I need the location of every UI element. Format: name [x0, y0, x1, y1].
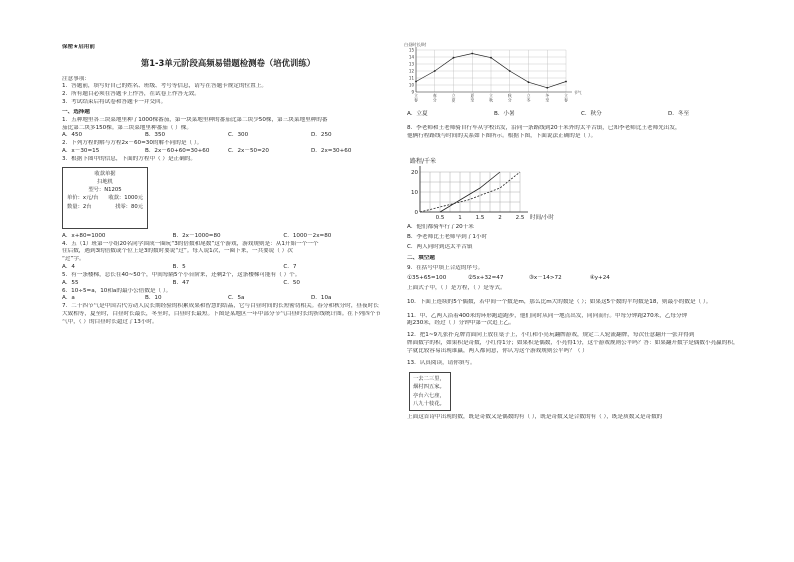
receipt-row-1: [67, 194, 143, 202]
option-a[interactable]: A．他们都骑车行了20千米: [407, 224, 474, 230]
x-tick-label: 分: [507, 97, 512, 103]
y-tick-label: 12: [408, 68, 414, 74]
y-tick-label: 0: [414, 210, 418, 216]
question-11: 11．甲、乙两人沿着400米的环形跑道跑步，他们同时从同一地点出发，同向而行。甲每分钟跑270米，乙每分钟: [407, 312, 688, 319]
receipt-item: 扫地机: [97, 178, 113, 185]
x-tick-label: 春: [564, 97, 568, 103]
expression-item: ②5x+32=47: [467, 275, 504, 282]
option-a[interactable]: A．a: [62, 295, 75, 302]
notice-item: 1．答题前，填写好自己的姓名、班级、考号等信息，请写在答题卡规定的位置上。: [62, 83, 267, 90]
x-tick-label: 1.5: [475, 215, 485, 220]
y-tick-label: 15: [408, 47, 414, 53]
x-tick-label: 秋: [507, 93, 512, 98]
notice-item: 3．考试结束后将试卷和答题卡一并交回。: [62, 99, 167, 106]
x-tick-label: 立: [414, 93, 418, 98]
y-tick-label: 14: [408, 54, 414, 60]
question-12-cont: 牌面数字的积，如果积是奇数，小红得1分；如果积是偶数，小亮得1分，这个游戏规则公平吗？答：如果翻开数字是偶数小亮赢的积，: [407, 340, 739, 347]
x-tick-label: 立: [489, 93, 493, 98]
question-2-options: [62, 148, 394, 156]
poem-line: 亭台六七座，: [413, 392, 445, 399]
question-1: 1．五种地里各三块菜地里种了1000棵番茄，第一块菜地里种的番茄比第二块少50棵，第三块菜地里种的番: [62, 116, 328, 123]
option-d[interactable]: D．10a: [311, 295, 332, 302]
question-7-options: [407, 111, 755, 119]
x-tick-label: 冬: [545, 93, 550, 98]
question-13: 13．认真阅读，请你填写。: [407, 359, 476, 366]
distance-time-chart: [404, 156, 554, 220]
question-5-options: [62, 280, 394, 288]
receipt-total: 收款：1000元: [108, 195, 143, 202]
data-point: [546, 87, 548, 89]
option-d[interactable]: D．250: [311, 132, 332, 139]
data-point: [509, 70, 511, 72]
x-tick-label: 立: [526, 93, 531, 98]
x-tick-label: 春: [414, 97, 418, 103]
expression-item: ①35+65=100: [407, 275, 447, 282]
question-3: 3．根据下图中的信息，下面的方程中（ ）是正确的。: [62, 155, 196, 162]
question-6-options: [62, 295, 394, 303]
option-b[interactable]: B．李老师比王老师早到了1小时: [407, 233, 488, 240]
data-point: [490, 57, 492, 59]
option-a[interactable]: A．x+80=1000: [62, 232, 106, 239]
notice-header: 注意事项：: [62, 75, 90, 82]
question-8-cont: 他俩行程路线与时间的关系如下图所示。根据下图，下面说法正确的是（ ）。: [407, 132, 597, 139]
option-b[interactable]: B．47: [172, 279, 190, 286]
x-tick-label: 0.5: [435, 215, 445, 220]
receipt-row-2: [67, 203, 143, 211]
question-7: 7．二十四节气是中国古代劳动人民长期经验的积累成果和智慧的结晶，它与白昼时间的长短密切相关。春分和秋分时，昼夜时长: [62, 303, 379, 310]
receipt-title: 收款单据: [94, 170, 116, 177]
chart-title: 白昼时长/时: [404, 42, 427, 47]
question-2: 2．下列方程的解与方程2x－60=30的解不同的是（ ）。: [62, 140, 203, 147]
right-column-lower: [407, 224, 755, 422]
question-4-cont: “过”字。: [62, 256, 85, 263]
poem-line: 烟村四五家。: [413, 384, 445, 391]
x-tick-label: 立: [451, 93, 456, 98]
option-a[interactable]: A．55: [62, 279, 79, 286]
x-tick-label: 至: [545, 97, 550, 103]
option-c[interactable]: C．两人同时到达太平古镇: [407, 243, 473, 250]
option-a[interactable]: A．x－30=15: [62, 148, 100, 155]
poem-line: 一去二三里，: [413, 375, 445, 382]
option-c[interactable]: C．1000－2x=80: [283, 232, 332, 239]
receipt-qty: 数量：2台: [67, 203, 92, 210]
x-tick-label: 夏: [470, 93, 475, 98]
notice-item: 2．所有题目必须在答题卡上作答，在试卷上作答无效。: [62, 91, 200, 98]
page-title: 第1-3单元阶段高频易错题检测卷（培优训练）: [140, 57, 316, 68]
right-column-upper: [407, 111, 755, 140]
question-6: 6．10÷5=a，10和a的最小公倍数是（ ）。: [62, 287, 172, 294]
option-c[interactable]: C．秋分: [581, 111, 602, 117]
question-9-items: [407, 275, 651, 283]
option-d[interactable]: D．冬至: [668, 111, 690, 117]
expression-item: ④y+24: [589, 275, 610, 282]
option-b[interactable]: B．小暑: [494, 111, 515, 117]
x-tick-label: 夏: [451, 97, 456, 103]
question-12-cont: 字就比较容易出现谁赢，两人都同意，你认为这个游戏规则公平吗？（ ）: [407, 347, 588, 354]
option-a[interactable]: A．4: [62, 264, 75, 271]
y-tick-label: 9: [411, 89, 414, 95]
option-c[interactable]: C．50: [283, 279, 300, 286]
question-10: 10．下面上连续的5个偶数，若中间一个数是m，那么比m大的数是（ ）；如果这5个数的平均数是18，则最小的数是（ ）。: [407, 298, 712, 305]
expression-item: ③x－14>72: [528, 275, 562, 282]
x-tick-label: 冬: [526, 97, 531, 103]
question-8: 8．李老师和王老师骑自行车从学校出发，沿同一条路线到20千米外的太平古镇，已知李老师比王老师先出发，: [407, 124, 681, 131]
x-tick-label: 2: [498, 215, 502, 220]
confidential-label: 保密★启用前: [62, 44, 95, 50]
data-point: [453, 57, 455, 59]
question-4-options: [62, 264, 394, 272]
section-choice-heading: 一、选择题: [62, 108, 90, 115]
option-b[interactable]: B．5: [172, 264, 186, 271]
receipt-price: 单价：x元/台: [67, 195, 99, 202]
x-tick-label: 至: [470, 97, 475, 103]
daylight-line-chart: [402, 40, 582, 108]
question-1-cont: 茄比第二块多150棵。第三块菜地里种番茄（ ）棵。: [62, 124, 192, 131]
section-fill-heading: 二、填空题: [407, 255, 435, 262]
option-b[interactable]: B．350: [145, 132, 166, 139]
data-point: [528, 81, 530, 83]
question-1-options: [62, 132, 394, 140]
y-tick-label: 10: [408, 82, 414, 88]
question-7-cont: 气中，（ ）的白昼时长超过了13小时。: [62, 318, 158, 325]
receipt-model: 型号：N1205: [88, 187, 122, 194]
question-9: 9．在括号中填上合适的序号。: [407, 265, 484, 272]
y-tick-label: 13: [408, 61, 414, 67]
option-b[interactable]: B．2x－1000=80: [172, 232, 221, 239]
x-tick-label: 秋: [489, 97, 493, 103]
receipt-change: 找零：80元: [115, 203, 143, 210]
question-4-cont: 往后数，遇到3的倍数或个位上是3的数时要说“过”。每人说1次，一圈下来，一共要说（ ）次: [62, 248, 293, 255]
question-7-cont: 大致相等，夏至时，白昼时长最长，冬至时，白昼时长最短。下图是某地区一年中部分节气白昼时长的折线统计图。在下列四个节: [62, 310, 381, 317]
data-point: [415, 81, 417, 83]
option-c[interactable]: C．5a: [228, 295, 245, 302]
question-13-answer-line: 上面这首诗中出现的数，既是奇数又是偶数的有（ ），既是奇数又是合数的有（ ），既是质数又是奇数的: [407, 414, 663, 421]
question-12: 12．把1~9九张扑克牌背面向上放在桌子上，小红和小亮玩翻牌游戏，规定二人轮流翻牌，每次任意翻开一张并得到: [407, 332, 695, 339]
data-point: [565, 81, 567, 83]
question-3-options: [62, 233, 394, 241]
data-point: [434, 70, 436, 72]
x-axis-label: 节气: [574, 90, 582, 95]
option-b[interactable]: B．10: [145, 295, 162, 302]
receipt-box: [62, 167, 148, 229]
x-tick-label: 立: [564, 93, 568, 98]
chart-y-label: 路程/千米: [410, 158, 437, 165]
option-a[interactable]: A．450: [62, 132, 83, 139]
option-c[interactable]: C．2x－50=20: [228, 148, 269, 155]
option-a[interactable]: A．立夏: [407, 111, 428, 117]
question-11-cont: 跑230米，经过（ ）分钟甲第一次追上乙。: [407, 320, 515, 327]
data-point: [471, 53, 473, 55]
question-9-answer-line: 上面式子中，（ ）是方程，（ ）是等式。: [407, 284, 506, 291]
x-tick-label: 2.5: [515, 215, 525, 220]
x-tick-label: 春: [432, 93, 437, 98]
option-b[interactable]: B．2x－60+60=30+60: [145, 148, 210, 155]
left-column: [62, 44, 394, 327]
x-tick-label: 分: [432, 97, 437, 103]
option-c[interactable]: C．7: [283, 264, 297, 271]
y-tick-label: 11: [408, 75, 414, 81]
question-4: 4．五（1）班第一小组20名同学围成一圈玩“3的倍数和尾数”这个游戏，游戏规则是：从1开始一个一个: [62, 240, 319, 247]
option-c[interactable]: C．300: [228, 132, 249, 139]
x-axis-label: 时间/小时: [530, 215, 554, 220]
option-d[interactable]: D．2x=30+60: [311, 148, 352, 155]
y-tick-label: 20: [411, 170, 418, 176]
x-tick-label: 1: [458, 215, 462, 220]
y-tick-label: 10: [411, 190, 418, 196]
poem-line: 八九十枝花。: [413, 401, 445, 407]
question-5: 5．有一条楼梯，总长在40~50个，中间每隔5个小台阶来，还剩2个，这条楼梯可能有（ ）个。: [62, 271, 301, 278]
poem-box: [409, 372, 451, 412]
